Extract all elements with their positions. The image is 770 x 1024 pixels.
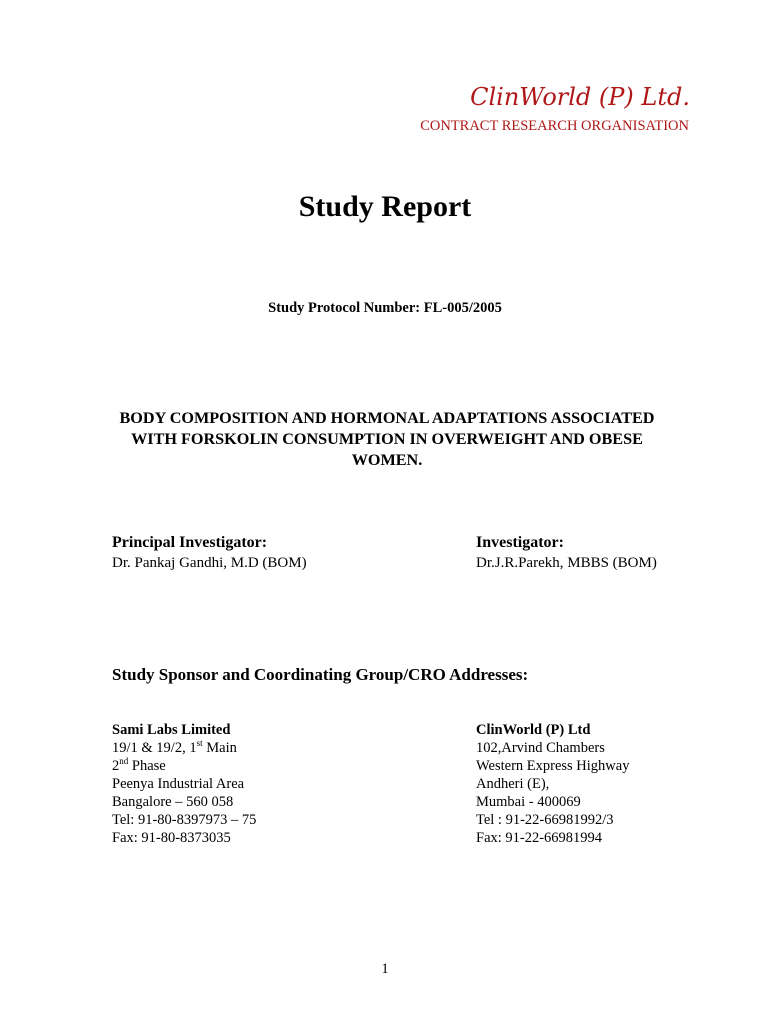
sponsor-name: Sami Labs Limited (112, 722, 231, 738)
principal-investigator-heading: Principal Investigator: (112, 534, 268, 551)
sponsor-address-line: 2nd Phase (112, 756, 166, 774)
sponsor-fax: Fax: 91-80-8373035 (112, 830, 231, 846)
study-title-line: BODY COMPOSITION AND HORMONAL ADAPTATIONS ASSOCIATED (119, 409, 655, 427)
sponsor-address-line: 19/1 & 19/2, 1st Main (112, 738, 237, 756)
page-number: 1 (381, 961, 389, 977)
cro-tel: Tel : 91-22-66981992/3 (476, 812, 614, 828)
sponsor-tel: Tel: 91-80-8397973 – 75 (112, 812, 257, 828)
cro-address-line: Western Express Highway (476, 758, 630, 774)
sponsor-address-line: Bangalore – 560 058 (112, 794, 234, 810)
study-title-line: WOMEN. (351, 451, 423, 469)
cro-address-line: Mumbai - 400069 (476, 794, 581, 810)
cro-address (476, 721, 629, 847)
cro-address-line: 102,Arvind Chambers (476, 740, 605, 756)
principal-investigator-name: Dr. Pankaj Gandhi, M.D (BOM) (112, 555, 307, 571)
company-name: ClinWorld (P) Ltd. (470, 83, 690, 111)
cro-name: ClinWorld (P) Ltd (476, 722, 591, 738)
addresses-heading: Study Sponsor and Coordinating Group/CRO Addresses: (112, 665, 529, 684)
study-title (110, 408, 664, 471)
company-tagline: CONTRACT RESEARCH ORGANISATION (420, 118, 689, 134)
study-title-line: WITH FORSKOLIN CONSUMPTION IN OVERWEIGHT AND OBESE (131, 430, 643, 448)
sponsor-address (112, 721, 256, 847)
investigator-heading: Investigator: (476, 534, 564, 551)
cro-address-line: Andheri (E), (476, 776, 550, 792)
investigator-name: Dr.J.R.Parekh, MBBS (BOM) (476, 555, 657, 571)
protocol-number: Study Protocol Number: FL-005/2005 (268, 300, 502, 316)
cro-fax: Fax: 91-22-66981994 (476, 830, 603, 846)
report-title: Study Report (298, 190, 472, 223)
sponsor-address-line: Peenya Industrial Area (112, 776, 245, 792)
